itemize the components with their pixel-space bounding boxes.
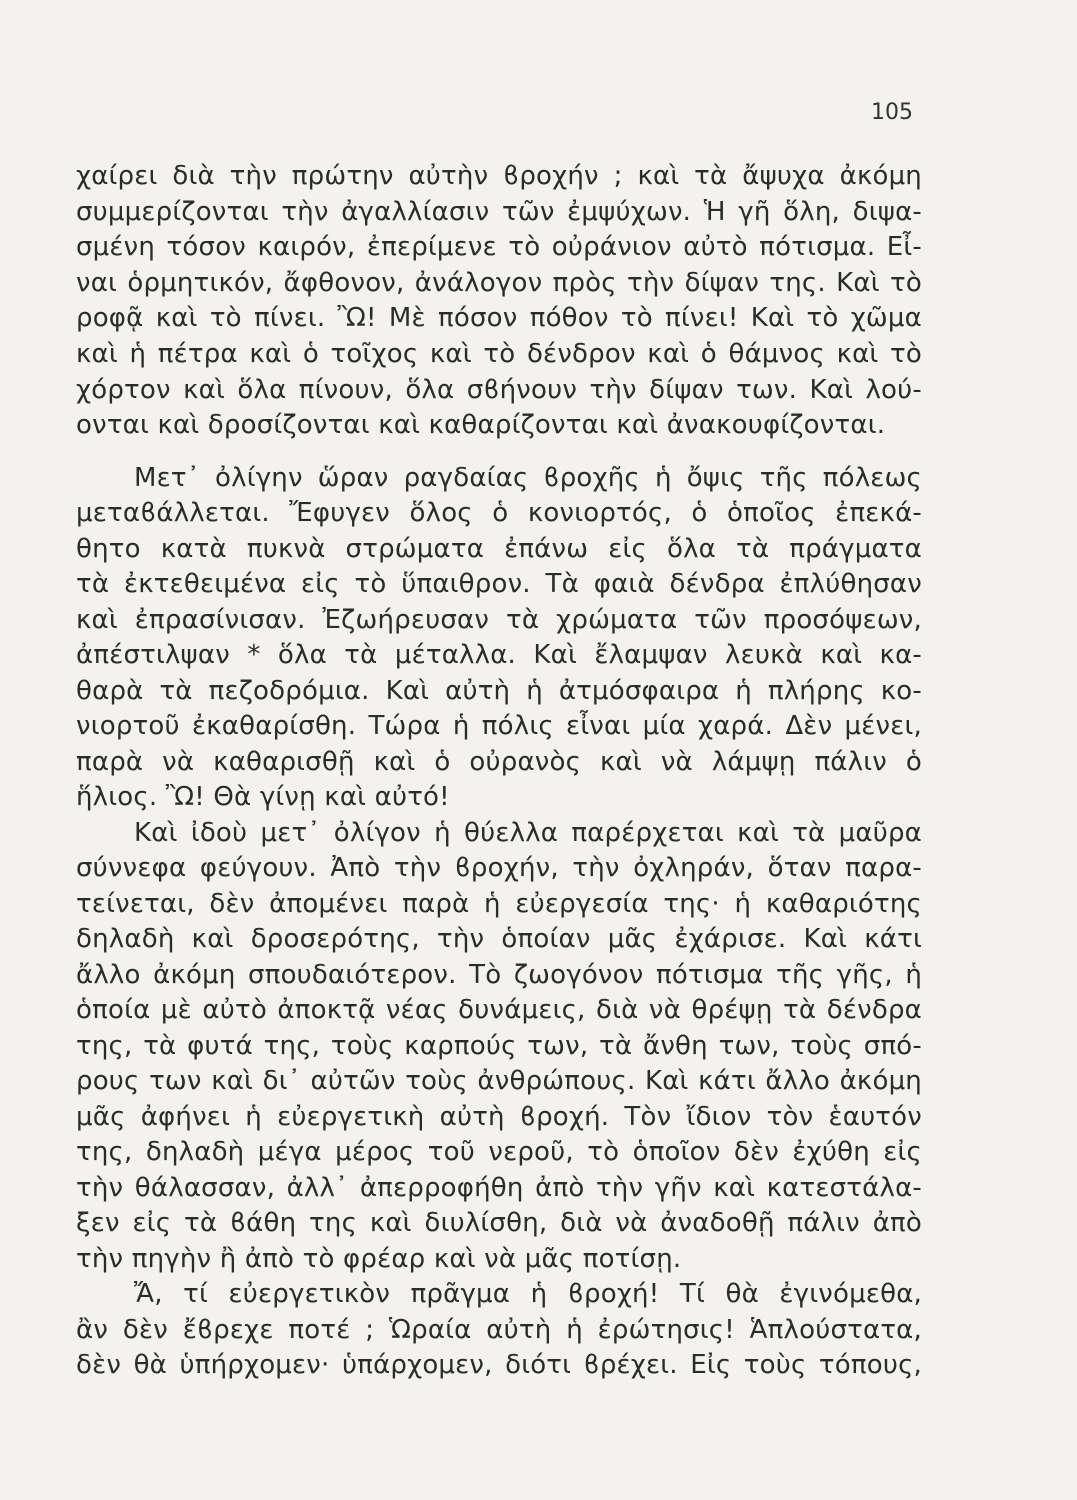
text-line: καὶ ἐπρασίνισαν. Ἐζωήρευσαν τὰ χρώματα τῶν προσόψεων, bbox=[76, 605, 922, 635]
text-line: ἂν δὲν ἔϐρεχε ποτέ ; Ὡραία αὐτὴ ἡ ἐρώτησις! Ἁπλούστατα, bbox=[76, 1315, 922, 1345]
text-line: νιορτοῦ ἐκαθαρίσθη. Τώρα ἡ πόλις εἶναι μία χαρά. Δὲν μένει, bbox=[76, 711, 922, 741]
page-number: 105 bbox=[871, 100, 913, 125]
text-line: σμένη τόσον καιρόν, ἐπερίμενε τὸ οὐράνιον αὐτὸ πότισμα. Εἶ- bbox=[76, 232, 922, 262]
text-line: σύννεφα φεύγουν. Ἀπὸ τὴν ϐροχήν, τὴν ὀχληράν, ὅταν παρα- bbox=[76, 853, 922, 883]
text-line: Ἄ, τί εὐεργετικὸν πρᾶγμα ἡ ϐροχή! Τί θὰ ἐγινόμεθα, bbox=[134, 1279, 922, 1309]
text-line: τὴν θάλασσαν, ἀλλ᾽ ἀπερροφήθη ἀπὸ τὴν γῆν καὶ κατεστάλα- bbox=[76, 1173, 922, 1203]
text-line: ἄλλο ἀκόμη σπουδαιότερον. Τὸ ζωογόνον πότισμα τῆς γῆς, ἡ bbox=[76, 960, 922, 990]
text-line: ἥλιος. Ὢ! Θὰ γίνῃ καὶ αὐτό! bbox=[76, 782, 450, 812]
text-line: ροφᾷ καὶ τὸ πίνει. Ὢ! Μὲ πόσον πόθον τὸ πίνει! Καὶ τὸ χῶμα bbox=[76, 303, 922, 333]
text-line: συμμερίζονται τὴν ἀγαλλίασιν τῶν ἐμψύχων. Ἡ γῆ ὅλη, διψα- bbox=[76, 197, 922, 227]
text-line: παρὰ νὰ καθαρισθῇ καὶ ὁ οὐρανὸς καὶ νὰ λάμψῃ πάλιν ὁ bbox=[76, 747, 922, 777]
text-line: ὁποία μὲ αὐτὸ ἀποκτᾷ νέας δυνάμεις, διὰ νὰ θρέψῃ τὰ δένδρα bbox=[76, 995, 922, 1025]
text-line: θητο κατὰ πυκνὰ στρώματα ἐπάνω εἰς ὅλα τὰ πράγματα bbox=[76, 534, 922, 564]
text-line: τὰ ἐκτεθειμένα εἰς τὸ ὕπαιθρον. Τὰ φαιὰ δένδρα ἐπλύθησαν bbox=[76, 569, 922, 599]
text-line: χαίρει διὰ τὴν πρώτην αὐτὴν ϐροχήν ; καὶ τὰ ἄψυχα ἀκόμη bbox=[76, 161, 922, 191]
text-line: τείνεται, δὲν ἀπομένει παρὰ ἡ εὐεργεσία της· ἡ καθαριότης bbox=[76, 889, 922, 919]
text-line: της, τὰ φυτά της, τοὺς καρπούς των, τὰ ἄνθη των, τοὺς σπό- bbox=[76, 1031, 922, 1061]
text-line: Μετ᾽ ὀλίγην ὥραν ραγδαίας ϐροχῆς ἡ ὄψις τῆς πόλεως bbox=[134, 463, 922, 493]
text-line: καὶ ἡ πέτρα καὶ ὁ τοῖχος καὶ τὸ δένδρον καὶ ὁ θάμνος καὶ τὸ bbox=[76, 339, 922, 369]
text-line: ρους των καὶ δι᾽ αὐτῶν τοὺς ἀνθρώπους. Καὶ κάτι ἄλλο ἀκόμη bbox=[76, 1066, 922, 1096]
text-line: θαρὰ τὰ πεζοδρόμια. Καὶ αὐτὴ ἡ ἀτμόσφαιρα ἡ πλήρης κο- bbox=[76, 676, 922, 706]
text-line: ναι ὁρμητικόν, ἄφθονον, ἀνάλογον πρὸς τὴν δίψαν της. Καὶ τὸ bbox=[76, 268, 922, 298]
text-line: ονται καὶ δροσίζονται καὶ καθαρίζονται καὶ ἀνακουφίζονται. bbox=[76, 410, 886, 440]
text-line: δηλαδὴ καὶ δροσερότης, τὴν ὁποίαν μᾶς ἐχάρισε. Καὶ κάτι bbox=[76, 924, 922, 954]
text-line: χόρτον καὶ ὅλα πίνουν, ὅλα σϐήνουν τὴν δίψαν των. Καὶ λού- bbox=[76, 375, 922, 405]
text-line: μεταϐάλλεται. Ἔφυγεν ὅλος ὁ κονιορτός, ὁ ὁποῖος ἐπεκά- bbox=[76, 498, 922, 528]
text-line: ξεν εἰς τὰ ϐάθη της καὶ διυλίσθη, διὰ νὰ ἀναδοθῇ πάλιν ἀπὸ bbox=[76, 1208, 922, 1238]
text-line: Καὶ ἰδοὺ μετ᾽ ὀλίγον ἡ θύελλα παρέρχεται καὶ τὰ μαῦρα bbox=[134, 818, 922, 848]
text-line: μᾶς ἀφήνει ἡ εὐεργετικὴ αὐτὴ ϐροχή. Τὸν ἴδιον τὸν ἑαυτόν bbox=[76, 1102, 922, 1132]
text-line: τὴν πηγὴν ἢ ἀπὸ τὸ φρέαρ καὶ νὰ μᾶς ποτίσῃ. bbox=[76, 1244, 682, 1274]
text-line: της, δηλαδὴ μέγα μέρος τοῦ νεροῦ, τὸ ὁποῖον δὲν ἐχύθη εἰς bbox=[76, 1137, 922, 1167]
text-line: δὲν θὰ ὑπήρχομεν· ὑπάρχομεν, διότι ϐρέχει. Εἰς τοὺς τόπους, bbox=[76, 1350, 922, 1380]
text-line: ἀπέστιλψαν * ὅλα τὰ μέταλλα. Καὶ ἔλαμψαν λευκὰ καὶ κα- bbox=[76, 640, 922, 670]
